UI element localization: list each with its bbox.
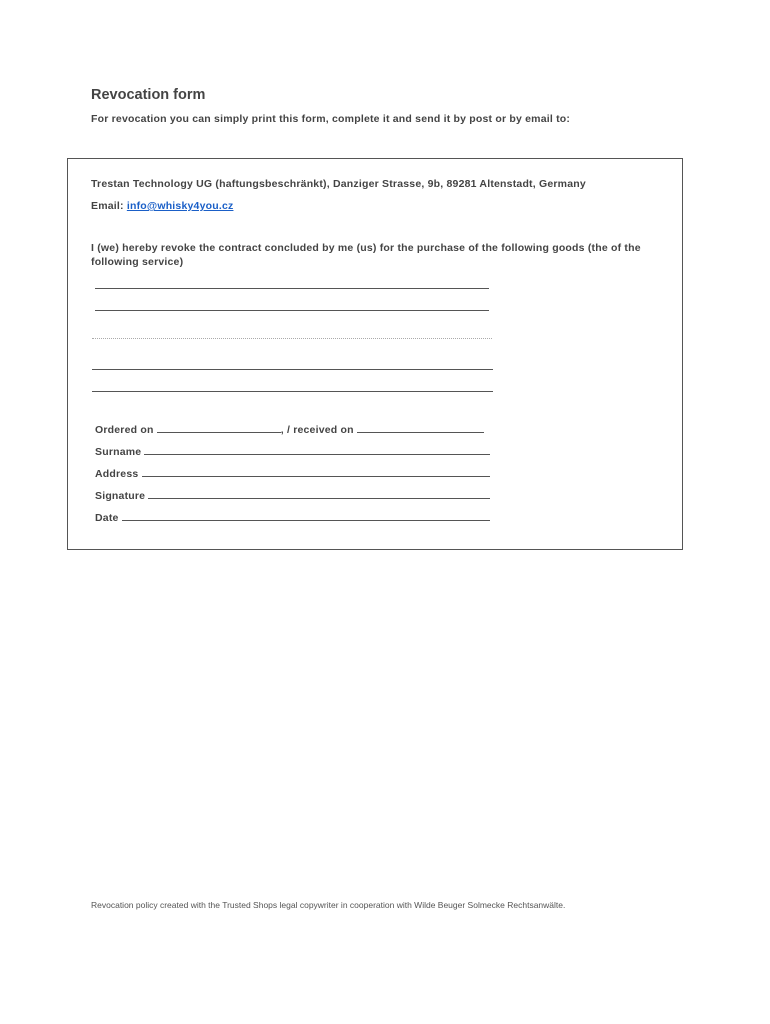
goods-line-2[interactable] [95,310,489,311]
goods-line-1[interactable] [95,288,489,289]
email-line [91,200,233,212]
signature-row [95,489,490,502]
surname-row [95,445,490,458]
signature-label: Signature [95,490,146,502]
page-title: Revocation form [91,87,206,103]
email-label: Email: [91,200,124,212]
address-field[interactable] [142,467,490,477]
goods-line-4[interactable] [92,369,493,370]
address-row [95,467,490,480]
ordered-on-label: Ordered on [95,424,154,436]
goods-line-5[interactable] [92,391,493,392]
received-on-label: , / received on [280,424,354,436]
goods-line-3[interactable] [92,338,492,339]
signature-field[interactable] [148,489,490,499]
intro-text: For revocation you can simply print this form, complete it and send it by post or by email to: [91,113,571,125]
revoke-statement: I (we) hereby revoke the contract concluded by me (us) for the purchase of the following goods (the of the following service) [91,242,641,268]
surname-label: Surname [95,446,142,458]
ordered-received-row [95,423,484,436]
email-link[interactable]: info@whisky4you.cz [126,200,234,212]
date-field[interactable] [122,511,490,521]
address-label: Address [95,468,139,480]
footer-note: Revocation policy created with the Trusted Shops legal copywriter in cooperation with Wilde Beuger Solmecke Rechtsanwälte. [91,900,566,910]
surname-field[interactable] [144,445,490,455]
received-on-field[interactable] [357,423,484,433]
company-address: Trestan Technology UG (haftungsbeschränkt), Danziger Strasse, 9b, 89281 Altenstadt, Germany [91,178,586,190]
date-row [95,511,490,524]
date-label: Date [95,512,119,524]
ordered-on-field[interactable] [157,423,281,433]
